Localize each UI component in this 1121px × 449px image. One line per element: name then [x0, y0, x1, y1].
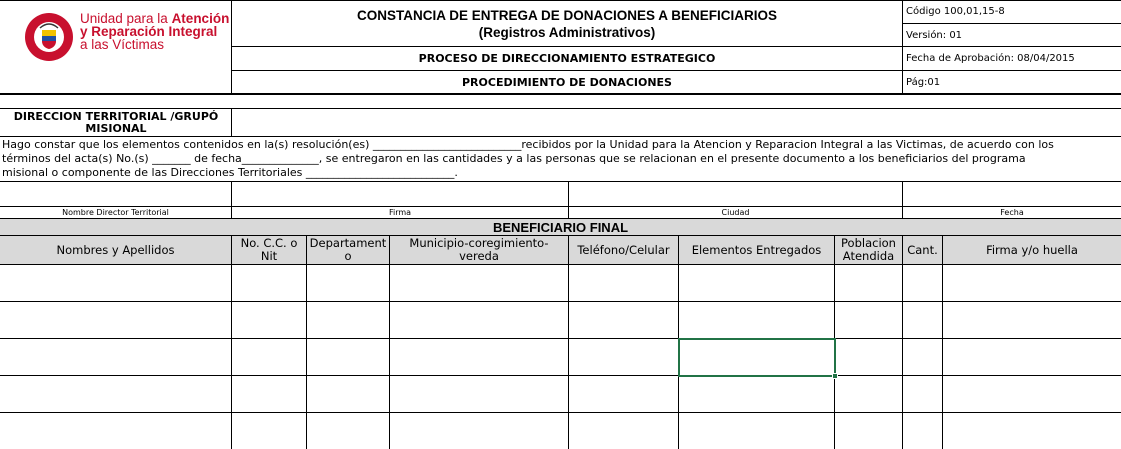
col-departamento: Departament o: [309, 236, 387, 263]
col-municipio: Municipio-coregimiento-vereda: [409, 236, 549, 263]
director-input[interactable]: [0, 182, 231, 206]
col-firma-huella: Firma y/o huella: [986, 242, 1078, 257]
col-poblacion: Poblacion Atendida: [841, 236, 896, 263]
director-label: Nombre Director Territorial: [62, 208, 169, 217]
version: Versión: 01: [906, 29, 963, 41]
section-title: BENEFICIARIO FINAL: [0, 219, 1121, 235]
firma-label: Firma: [388, 208, 412, 217]
title-line2: (Registros Administrativos): [478, 25, 656, 40]
ciudad-label: Ciudad: [721, 208, 750, 217]
firma-input[interactable]: [232, 182, 568, 206]
col-telefono: Teléfono/Celular: [577, 242, 670, 257]
procedure-name: PROCEDIMIENTO DE DONACIONES: [462, 75, 672, 89]
statement-text: [2, 138, 1121, 180]
table-row[interactable]: [0, 413, 1121, 449]
colombia-seal-icon: [24, 12, 74, 62]
logo-line1a: Unidad para la: [80, 11, 172, 26]
territorial-input[interactable]: [232, 109, 1121, 136]
logo-line2: y Reparación Integral: [80, 24, 218, 39]
document-title: [232, 4, 902, 44]
selected-cell[interactable]: [678, 338, 836, 377]
col-elementos: Elementos Entregados: [691, 242, 822, 257]
approval-date: Fecha de Aprobación: 08/04/2015: [906, 53, 1075, 64]
logo-line1b: Atención: [171, 11, 230, 26]
table-row[interactable]: [0, 302, 1121, 338]
logo-line3: a las Víctimas: [80, 37, 165, 52]
table-row[interactable]: [0, 265, 1121, 301]
fecha-input[interactable]: [903, 182, 1121, 206]
ciudad-input[interactable]: [569, 182, 902, 206]
table-row[interactable]: [0, 376, 1121, 412]
statement-line3: misional o componente de las Direcciones Territoriales ___________________________.: [2, 166, 458, 179]
title-line1: CONSTANCIA DE ENTREGA DE DONACIONES A BENEFICIARIOS: [356, 8, 778, 23]
col-nombres: Nombres y Apellidos: [56, 242, 175, 257]
fecha-label: Fecha: [1000, 208, 1024, 217]
codigo: Código 100,01,15-8: [906, 6, 1005, 17]
col-cc-nit: No. C.C. o Nit: [240, 236, 298, 263]
col-cant: Cant.: [907, 242, 938, 257]
table-row[interactable]: [0, 339, 1121, 375]
fill-handle[interactable]: [832, 373, 838, 379]
logo: [24, 10, 230, 65]
statement-line2: términos del acta(s) No.(s) _______ de fecha______________, se entregaron en las cantidades y a las personas que se relacionan en el presente documento a los beneficiarios del programa: [2, 152, 1026, 165]
process-name: PROCESO DE DIRECCIONAMIENTO ESTRATEGICO: [418, 52, 716, 65]
statement-line1: Hago constar que los elementos contenidos en la(s) resolución(es) ___________________________recibidos por la Unidad para la Atencion y Reparacion Integral a las Victimas, de acuerdo con los: [2, 138, 1054, 151]
territorial-label: DIRECCION TERRITORIAL /GRUPÓ MISIONAL: [13, 109, 219, 135]
page-number: Pág:01: [906, 76, 941, 88]
